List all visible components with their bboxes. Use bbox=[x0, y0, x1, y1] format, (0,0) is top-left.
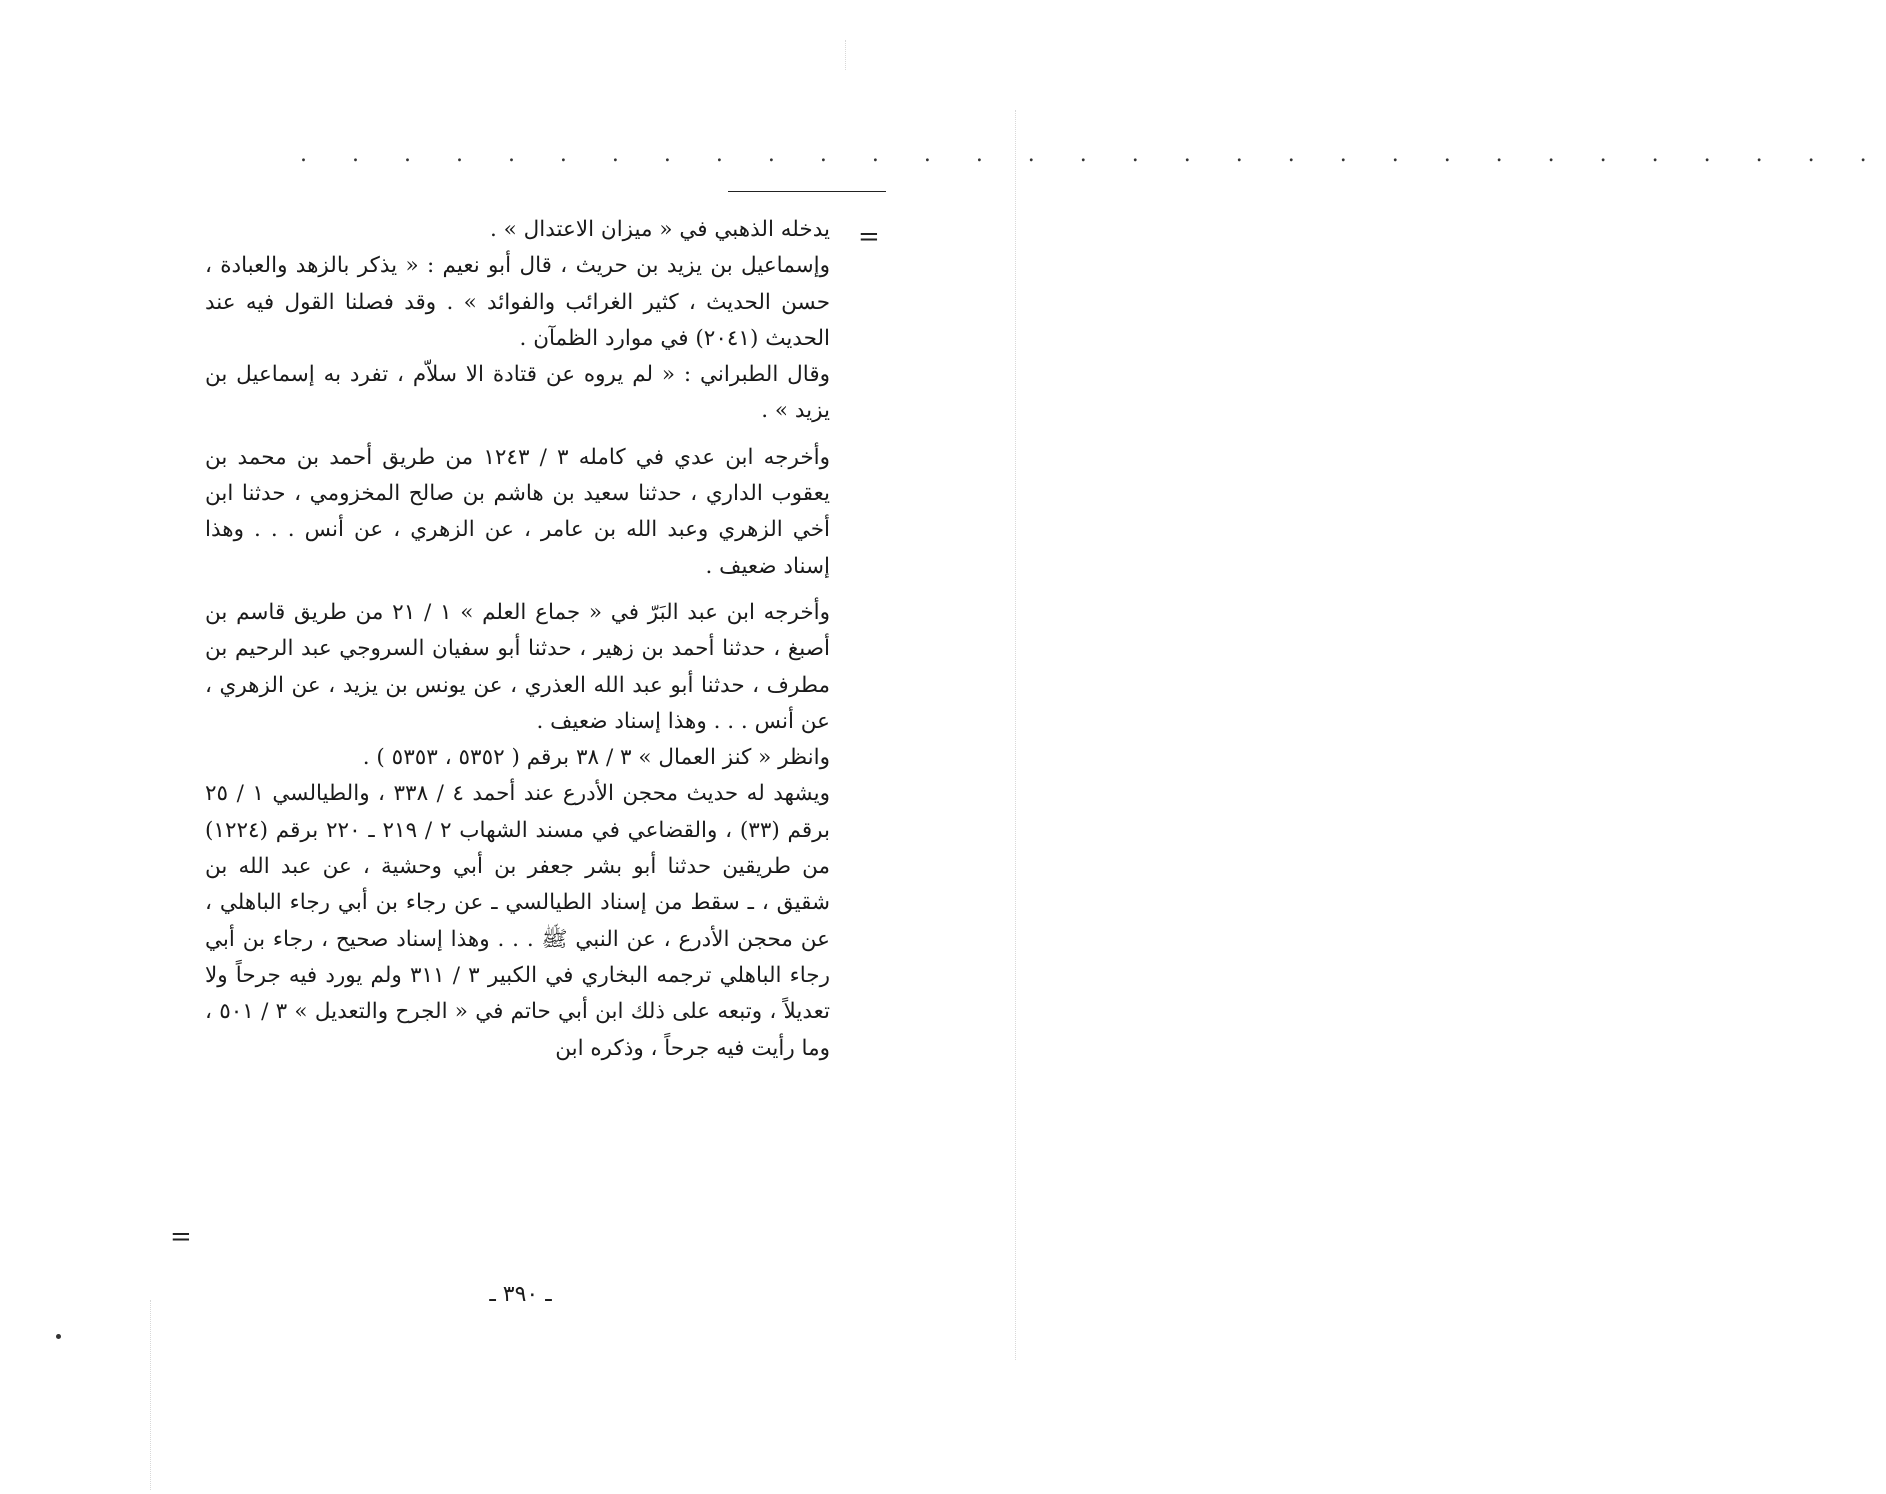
paragraph: وقال الطبراني : « لم يروه عن قتادة الا سلاّم ، تفرد به إسماعيل بن يزيد » . bbox=[205, 362, 830, 424]
footnote-rule bbox=[728, 191, 886, 192]
continuation-mark-bottom: = bbox=[170, 1222, 192, 1252]
paragraph: ويشهد له حديث محجن الأدرع عند أحمد ٤ / ٣٣٨ ، والطيالسي ١ / ٢٥ برقم (٣٣) ، والقضاعي في مسند الشهاب ٢ / ٢١٩ ـ ٢٢٠ برقم (١٢٢٤) من طريقين حدثنا أبو بشر جعفر بن أبي وحشية ، عن عبد الله بن شقيق ، ـ سقط من إسناد الطيالسي ـ عن رجاء بن أبي رجاء الباهلي ، عن محجن الأدرع ، عن النبي ﷺ . . . وهذا إسناد صحيح ، رجاء بن أبي رجاء الباهلي ترجمه البخاري في الكبير ٣ / ٣١١ ولم يورد فيه جرحاً ولا تعديلاً ، وتبعه على ذلك ابن أبي حاتم في « الجرح والتعديل » ٣ / ٥٠١ ، وما رأيت فيه جرحاً ، وذكره ابن bbox=[205, 781, 830, 1061]
scan-artifact-line bbox=[150, 1300, 151, 1490]
scan-dot-mark bbox=[56, 1334, 61, 1339]
scan-artifact-line bbox=[1015, 110, 1016, 1360]
page-number: ـ ٣٩٠ ـ bbox=[489, 1282, 552, 1307]
paragraph: وانظر « كنز العمال » ٣ / ٣٨ برقم ( ٥٣٥٢ ، ٥٣٥٣ ) . bbox=[362, 745, 830, 771]
continuation-mark-top: = bbox=[858, 222, 880, 252]
paragraph: وإسماعيل بن يزيد بن حريث ، قال أبو نعيم : « يذكر بالزهد والعبادة ، حسن الحديث ، كثير الغرائب والفوائد » . وقد فصلنا القول فيه عند الحديث (٢٠٤١) في موارد الظمآن . bbox=[205, 253, 830, 351]
footnote-text bbox=[205, 212, 830, 1067]
paragraph: وأخرجه ابن عبد البَرّ في « جماع العلم » ١ / ٢١ من طريق قاسم بن أصبغ ، حدثنا أحمد بن زهير ، حدثنا أبو سفيان السروجي عبد الرحيم بن مطرف ، حدثنا أبو عبد الله العذري ، عن يونس بن يزيد ، عن الزهري ، عن أنس . . . وهذا إسناد ضعيف . bbox=[205, 599, 830, 734]
paragraph: وأخرجه ابن عدي في كامله ٣ / ١٢٤٣ من طريق أحمد بن محمد بن يعقوب الداري ، حدثنا سعيد بن هاشم بن صالح المخزومي ، حدثنا ابن أخي الزهري وعبد الله بن عامر ، عن الزهري ، عن أنس . . . وهذا إسناد ضعيف . bbox=[205, 444, 830, 579]
paragraph: يدخله الذهبي في « ميزان الاعتدال » . bbox=[489, 217, 830, 242]
separator-dots: . . . . . . . . . . . . . . . . . . . . . . . . . . . . . . . bbox=[300, 142, 1886, 167]
scan-artifact-line bbox=[845, 40, 846, 70]
